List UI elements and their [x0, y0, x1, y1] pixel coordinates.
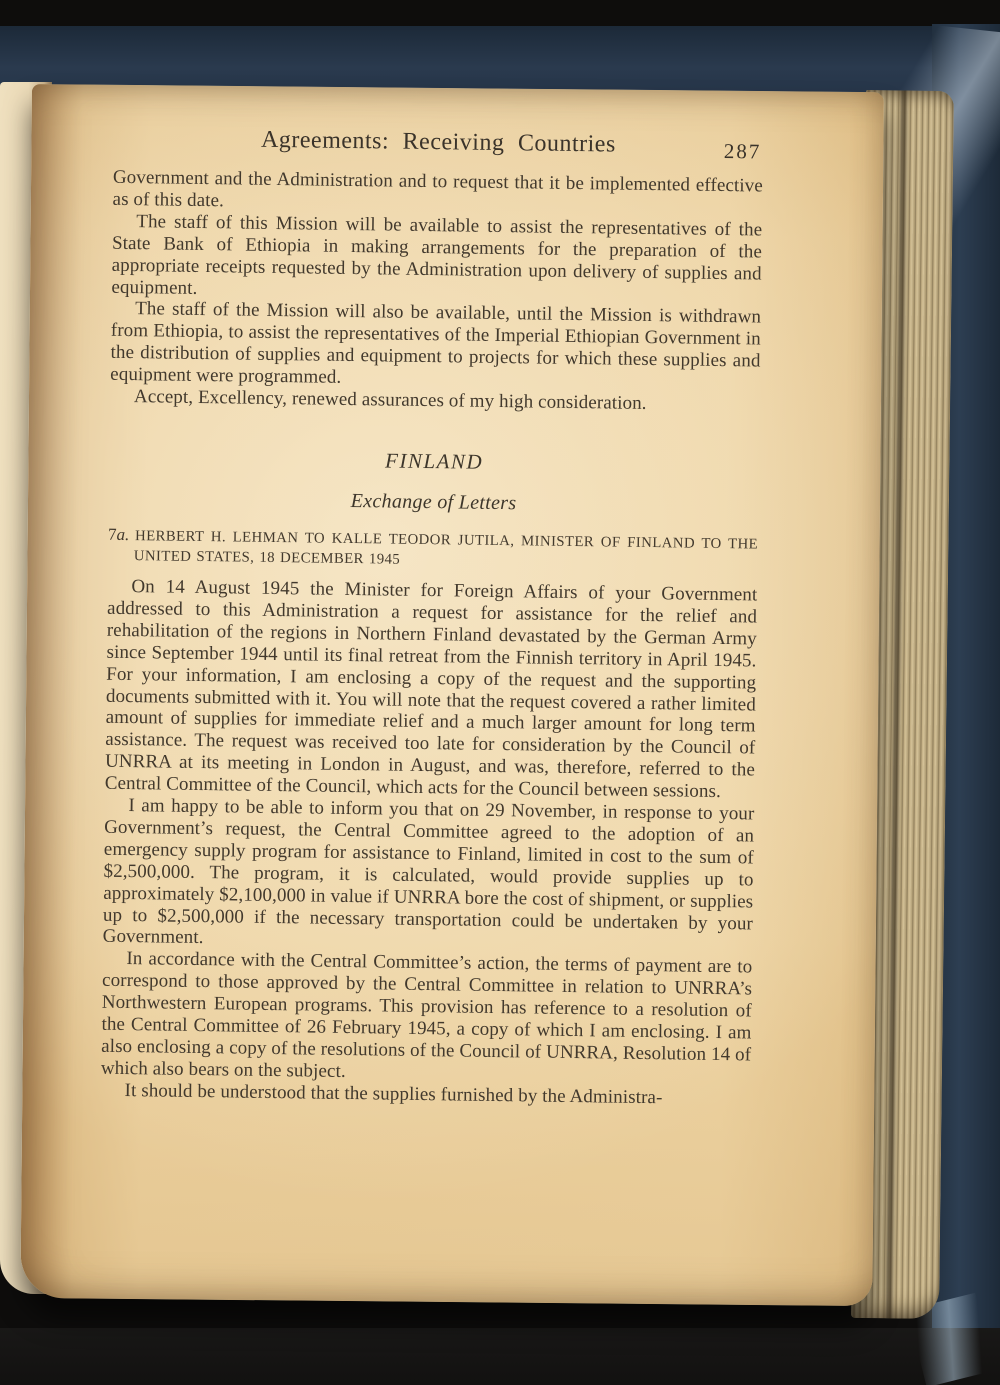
- section-heading-finland: FINLAND: [384, 448, 484, 474]
- background-surface: [0, 1328, 1000, 1385]
- document-number-letter: a.: [116, 524, 130, 545]
- page-content: [100, 125, 763, 1110]
- paragraph: It should be understood that the supplies furnished by the Administra-: [124, 1079, 663, 1109]
- document-number: [108, 525, 130, 544]
- paragraph: Accept, Excellency, renewed assurances of my high consideration.: [133, 386, 647, 415]
- subsection-heading-exchange-of-letters: Exchange of Letters: [350, 489, 517, 515]
- paragraph: Government and the Administration and to request that it be implemented effective as of this date.: [112, 166, 763, 212]
- paragraph: In accordance with the Central Committee’s action, the terms of payment are to correspond to those approved by the Central Committee in relation to UNRRA’s Northwestern European programs. This provision has reference to a resolution of the Central Committee of 26 February 1945, a copy of which I am enclosing. I am also enclosing a copy of the resolutions of the Council of UNRRA, Resolution 14 of which also bears on the subject.: [100, 948, 753, 1082]
- page-number: 287: [723, 138, 762, 164]
- running-header: [113, 125, 763, 168]
- document-heading: [108, 525, 759, 576]
- document-title: HERBERT H. LEHMAN TO KALLE TEODOR JUTILA, MINISTER OF FINLAND TO THE UNITED STATES, 18 DECEMBER 1945: [133, 528, 759, 569]
- document-number-digit: 7: [107, 524, 117, 544]
- ethiopia-letter-section: [110, 167, 763, 417]
- finland-letter-body: [100, 576, 757, 1110]
- paragraph: The staff of the Mission will also be available, until the Mission is withdrawn from Ethiopia, to assist the representatives of the Imperial Ethiopian Government in the distribution of supplies and equipment to projects for which these supplies and equipment were programmed.: [110, 298, 762, 389]
- paragraph: The staff of this Mission will be available to assist the representatives of the State Bank of Ethiopia in making arrangements for the preparation of the appropriate receipts requested by the Administration upon delivery of supplies and equipment.: [111, 210, 763, 299]
- book-page: [20, 84, 884, 1306]
- paragraph: On 14 August 1945 the Minister for Foreign Affairs of your Government addressed to this Administration a request for assistance for the relief and rehabilitation of the regions in Northern Finland devastated by the German Army since September 1944 until its final retreat from the Finnish territory in April 1945. For your information, I am enclosing a copy of the request and the supporting documents submitted with it. You will note that the request covered a rather limited amount of supplies for immediate relief and a much larger amount for long term assistance. The request was received too late for consideration by the Council of UNRRA at its meeting in London in August, and was, therefore, referred to the Central Committee of the Council, which acts for the Council between sessions.: [104, 576, 758, 803]
- page-title: Agreements: Receiving Countries: [260, 126, 616, 158]
- paragraph: I am happy to be able to inform you that on 29 November, in response to your Government’s request, the Central Committee agreed to the adoption of an emergency supply program for assistance to Finland, limited in cost to the sum of $2,500,000. The program, it is calculated, would provide supplies up to approximately $2,100,000 in value if UNRRA bore the cost of shipment, or supplies up to $2,500,000 if the necessary transportation could be undertaken by your Government.: [102, 795, 755, 949]
